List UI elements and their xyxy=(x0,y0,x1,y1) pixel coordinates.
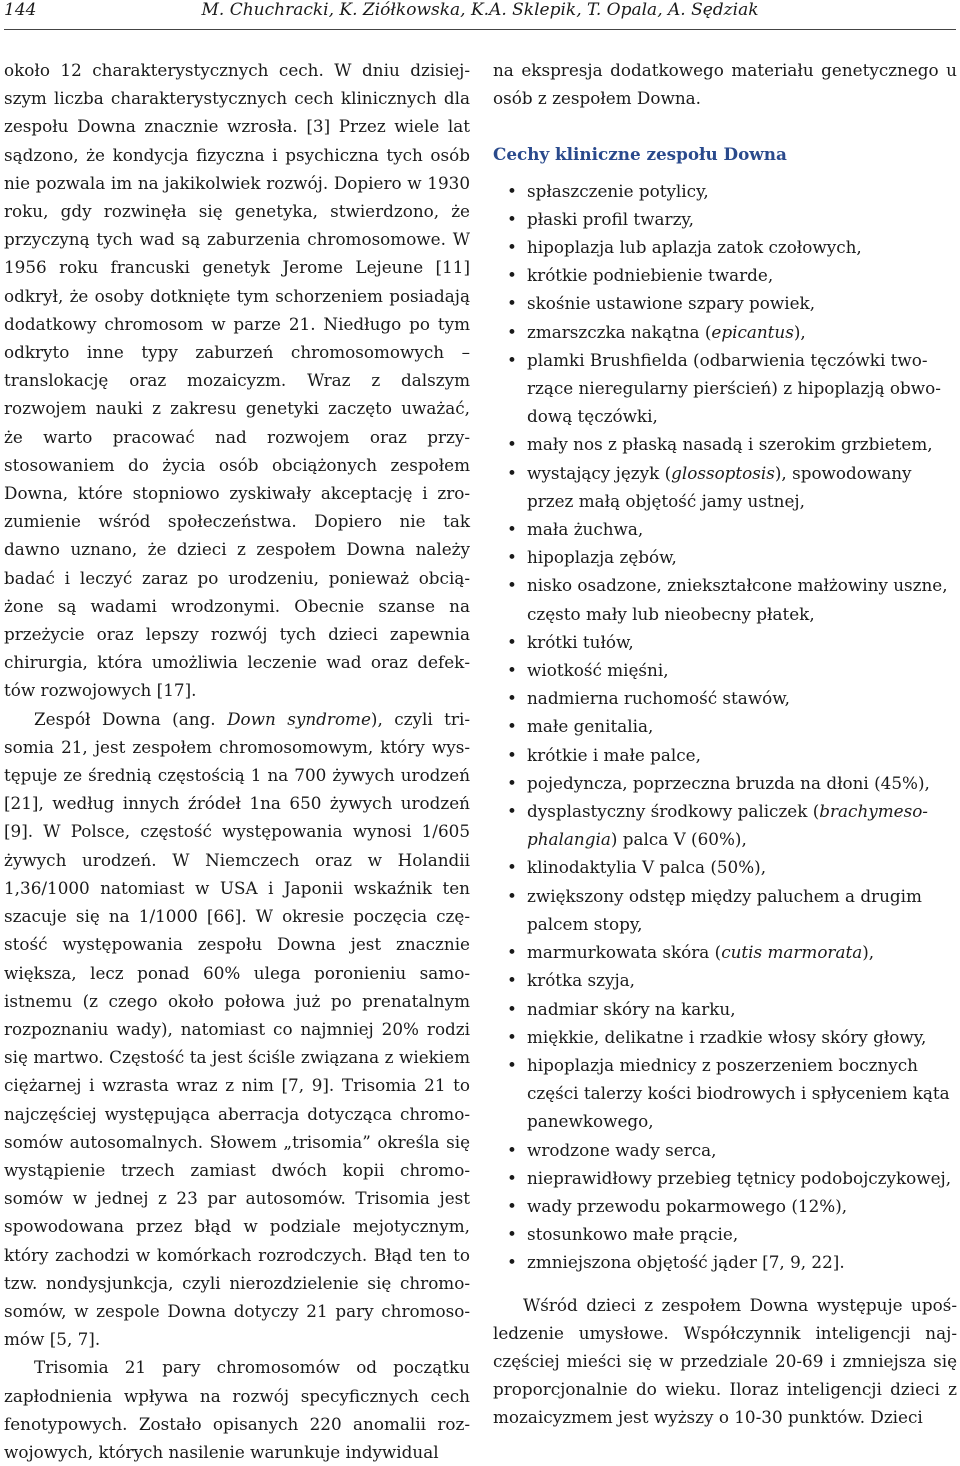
list-item-text: krótka szyja, xyxy=(527,970,636,991)
list-item-text: spłaszczenie potylicy, xyxy=(527,180,709,201)
list-item-text: płaski profil twarzy, xyxy=(527,208,694,229)
list-item xyxy=(493,1023,957,1051)
list-item xyxy=(493,543,957,571)
bullet-icon: • xyxy=(507,885,517,906)
list-item xyxy=(493,571,957,627)
bullet-icon: • xyxy=(507,349,517,370)
bullet-icon: • xyxy=(507,180,517,201)
list-item-text: hipoplazja lub aplazja zatok czołowych, xyxy=(527,237,862,258)
bullet-icon: • xyxy=(507,744,517,765)
list-item-text: plamki Brushfielda (odbarwienia tęczówki tworzące nieregularny pierścień) z hipoplazją obwodową tęczówki, xyxy=(527,349,941,427)
paragraph-phenotype: Trisomia 21 pary chromosomów od początku zapłodnienia wpływa na rozwój specyficznych cech fenotypowych. Zostało opisanych 220 anomalii rozwojowych, których nasilenie warunkuje indywidual xyxy=(4,1357,470,1462)
list-item-text: zmarszczka nakątna ( xyxy=(527,321,712,342)
list-item-text: skośnie ustawione szpary powiek, xyxy=(527,293,816,314)
bullet-icon: • xyxy=(507,1195,517,1216)
list-item xyxy=(493,346,957,431)
list-item xyxy=(493,882,957,938)
bullet-icon: • xyxy=(507,688,517,709)
bullet-icon: • xyxy=(507,547,517,568)
list-item-text: ), spowodowany przez małą objętość jamy ustnej, xyxy=(527,462,912,511)
bullet-icon: • xyxy=(507,321,517,342)
list-item-text: wrodzone wady serca, xyxy=(527,1139,717,1160)
bullet-icon: • xyxy=(507,631,517,652)
list-item-text: nadmiar skóry na karku, xyxy=(527,998,736,1019)
list-item-text: dysplastyczny środkowy paliczek ( xyxy=(527,801,820,822)
list-item xyxy=(493,1164,957,1192)
list-item xyxy=(493,797,957,853)
list-item xyxy=(493,712,957,740)
bullet-icon: • xyxy=(507,998,517,1019)
list-item xyxy=(493,853,957,881)
bullet-icon: • xyxy=(507,265,517,286)
list-item-text: małe genitalia, xyxy=(527,716,654,737)
clinical-features-list xyxy=(493,177,957,1277)
list-item-text: mała żuchwa, xyxy=(527,519,644,540)
bullet-icon: • xyxy=(507,1167,517,1188)
bullet-icon: • xyxy=(507,434,517,455)
running-header xyxy=(4,0,956,34)
list-item-text: marmurkowata skóra ( xyxy=(527,942,722,963)
list-item xyxy=(493,289,957,317)
left-column xyxy=(4,56,470,1466)
list-item xyxy=(493,1136,957,1164)
bullet-icon: • xyxy=(507,1139,517,1160)
bullet-icon: • xyxy=(507,1224,517,1245)
list-item-text: nisko osadzone, zniekształcone małżowiny uszne, często mały lub nieobecny płatek, xyxy=(527,575,948,624)
paragraph-history: około 12 charakterystycznych cech. W dniu dzisiejszym liczba charakterystycznych cech klinicznych dla zespołu Downa znacznie wzrosła. [3] Przez wiele lat sądzono, że kondycja fizyczna i psychiczna tych osób nie pozwala im na jakikolwiek rozwój. Dopiero w 1930 roku, gdy rozwinęła się genetyka, stwierdzono, że przyczyną tych wad są zaburzenia chromosomowe. W 1956 roku francuski genetyk Jerome Lejeune [11] odkrył, że osoby dotknięte tym schorzeniem posiadają dodatkowy chromosom w parze 21. Niedługo po tym odkryto inne typy zaburzeń chromosomowych – translokację oraz mozaicyzm. Wraz z dalszym rozwojem nauki z zakresu genetyki zaczęto uważać, że warto pracować nad rozwojem oraz przystosowaniem do życia osób obciążonych zespołem Downa, które stopniowo zyskiwały akceptację i zrozumienie wśród społeczeństwa. Dopiero nie tak dawno uznano, że dzieci z zespołem Downa należy badać i leczyć zaraz po urodzeniu, ponieważ obciążone są wadami wrodzonymi. Obecnie szanse na przeżycie oraz lepszy rozwój tych dzieci zapewnia chirurgia, która umożliwia leczenie wad oraz defektów rozwojowych [17]. xyxy=(4,60,470,701)
list-item-text: nieprawidłowy przebieg tętnicy podobojczykowej, xyxy=(527,1167,952,1188)
bullet-icon: • xyxy=(507,1026,517,1047)
list-item xyxy=(493,177,957,205)
list-item-text: krótkie podniebienie twarde, xyxy=(527,265,774,286)
header-rule xyxy=(4,29,956,30)
bullet-icon: • xyxy=(507,237,517,258)
list-item-text: wady przewodu pokarmowego (12%), xyxy=(527,1195,848,1216)
list-item xyxy=(493,684,957,712)
paragraph-continuation: na ekspresja dodatkowego materiału genetycznego u osób z zespołem Downa. xyxy=(493,60,957,109)
list-item-text: klinodaktylia V palca (50%), xyxy=(527,857,767,878)
list-item-term: cutis marmorata xyxy=(721,942,863,963)
list-item-term: epicantus xyxy=(711,321,794,342)
list-item-text: stosunkowo małe prącie, xyxy=(527,1224,739,1245)
list-item-text: wiotkość mięśni, xyxy=(527,660,669,681)
list-item-text: ), xyxy=(793,321,806,342)
list-item-text: mały nos z płaską nasadą i szerokim grzbietem, xyxy=(527,434,933,455)
list-item-text: wystający język ( xyxy=(527,462,672,483)
list-item-text: krótki tułów, xyxy=(527,631,634,652)
bullet-icon: • xyxy=(507,519,517,540)
list-item-text: pojedyncza, poprzeczna bruzda na dłoni (45%), xyxy=(527,772,930,793)
bullet-icon: • xyxy=(507,942,517,963)
list-item-text: ) palca V (60%), xyxy=(610,829,747,850)
list-item-text: zwiększony odstęp między paluchem a drugim palcem stopy, xyxy=(527,885,922,934)
list-item xyxy=(493,1248,957,1276)
paragraph-text: ), czyli trisomia 21, jest zespołem chromosomowym, który występuje ze średnią częstością 1 na 700 żywych urodzeń [21], według innych źródeł 1na 650 żywych urodzeń [9]. W Polsce, częstość występowania wynosi 1/605 żywych urodzeń. W Niemczech oraz w Holandii 1,36/1000 natomiast w USA i Japonii wskaźnik ten szacuje się na 1/1000 [66]. W okresie poczęcia częstość występowania zespołu Downa jest znacznie większa, lecz ponad 60% ulega poronieniu samoistnemu (z czego około połowa już po prenatalnym rozpoznaniu wady), natomiast co najmniej 20% rodzi się martwo. Częstość ta jest ściśle związana z wiekiem ciężarnej i wzrasta wraz z nim [7, 9]. Trisomia 21 to najczęściej występująca aberracja dotycząca chromosomów autosomalnych. Słowem „trisomia” określa się wystąpienie trzech zamiast dwóch kopii chromosomów w jednej z 23 par autosomów. Trisomia jest spowodowana przez błąd w podziale mejotycznym, który zachodzi w komórkach rozrodczych. Błąd ten to tzw. nondysjunkcja, czyli nierozdzielenie się chromosomów, w zespole Downa dotyczy 21 pary chromosomów [5, 7]. xyxy=(4,708,470,1350)
bullet-icon: • xyxy=(507,293,517,314)
list-item-text: zmniejszona objętość jąder [7, 9, 22]. xyxy=(527,1252,845,1273)
list-item xyxy=(493,966,957,994)
paragraph-intellectual-disability: Wśród dzieci z zespołem Downa występuje upośledzenie umysłowe. Współczynnik inteligencji najczęściej mieści się w przedziale 20-69 i zmniejsza się proporcjonalnie do wieku. Iloraz inteligencji dzieci z mozaicyzmem jest wyższy o 10-30 punktów. Dzieci xyxy=(493,1294,957,1428)
bullet-icon: • xyxy=(507,801,517,822)
list-item xyxy=(493,233,957,261)
list-item xyxy=(493,515,957,543)
list-item-text: nadmierna ruchomość stawów, xyxy=(527,688,790,709)
list-item-text: miękkie, delikatne i rzadkie włosy skóry głowy, xyxy=(527,1026,927,1047)
list-item xyxy=(493,430,957,458)
list-item xyxy=(493,938,957,966)
list-item xyxy=(493,318,957,346)
list-item-term: brachymesophalangia xyxy=(527,801,928,850)
list-item-text: ), xyxy=(862,942,875,963)
bullet-icon: • xyxy=(507,1252,517,1273)
right-column xyxy=(493,56,957,1432)
list-item xyxy=(493,656,957,684)
term-italic: Down syndrome xyxy=(227,708,371,729)
page-number: 144 xyxy=(4,0,37,20)
list-item-text: hipoplazja zębów, xyxy=(527,547,677,568)
list-item-term: glossoptosis xyxy=(671,462,775,483)
list-item xyxy=(493,205,957,233)
list-item xyxy=(493,1192,957,1220)
list-item xyxy=(493,261,957,289)
list-item xyxy=(493,459,957,515)
bullet-icon: • xyxy=(507,970,517,991)
list-item xyxy=(493,995,957,1023)
list-item-text: krótkie i małe palce, xyxy=(527,744,701,765)
bullet-icon: • xyxy=(507,772,517,793)
bullet-icon: • xyxy=(507,575,517,596)
paragraph-text: Zespół Downa (ang. xyxy=(34,708,228,729)
list-item xyxy=(493,628,957,656)
running-header-authors: M. Chuchracki, K. Ziółkowska, K.A. Sklepik, T. Opala, A. Sędziak xyxy=(201,0,759,20)
paragraph-epidemiology xyxy=(4,705,470,1354)
list-item xyxy=(493,741,957,769)
list-item-text: hipoplazja miednicy z poszerzeniem bocznych części talerzy kości biodrowych i spłyceniem kąta panewkowego, xyxy=(527,1054,950,1132)
list-item xyxy=(493,1051,957,1136)
bullet-icon: • xyxy=(507,462,517,483)
section-heading: Cechy kliniczne zespołu Downa xyxy=(493,144,787,165)
bullet-icon: • xyxy=(507,857,517,878)
bullet-icon: • xyxy=(507,660,517,681)
bullet-icon: • xyxy=(507,1054,517,1075)
bullet-icon: • xyxy=(507,716,517,737)
list-item xyxy=(493,769,957,797)
list-item xyxy=(493,1220,957,1248)
bullet-icon: • xyxy=(507,208,517,229)
